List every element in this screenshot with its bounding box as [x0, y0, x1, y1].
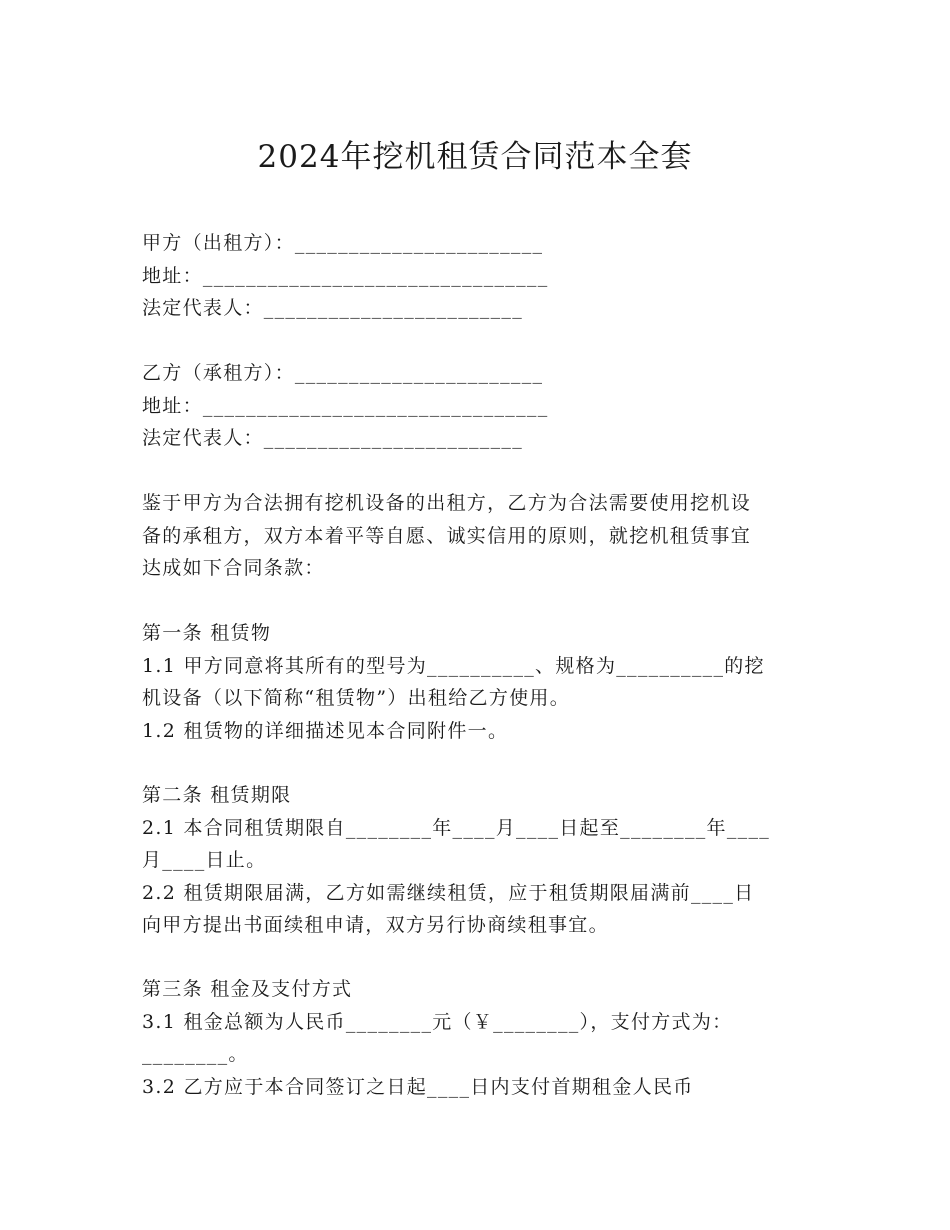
- party-a-block: [142, 227, 802, 325]
- article-2-line: 向甲方提出书面续租申请，双方另行协商续租事宜。: [142, 914, 609, 936]
- article-2: [142, 779, 802, 942]
- article-1-line: 1.2 租赁物的详细描述见本合同附件一。: [142, 719, 509, 742]
- document-title: 2024年挖机租赁合同范本全套: [257, 139, 693, 175]
- article-1: [142, 617, 802, 747]
- article-1-line: 1.1 甲方同意将其所有的型号为__________、规格为__________的挖: [142, 654, 765, 677]
- article-3-line: 3.1 租金总额为人民币________元（￥________），支付方式为：: [142, 1010, 733, 1033]
- article-2-heading: 第二条 租赁期限: [142, 784, 292, 806]
- article-2-line: 月____日止。: [142, 849, 267, 871]
- article-2-line: 2.1 本合同租赁期限自________年____月____日起至________年____: [142, 816, 771, 839]
- article-2-line: 2.2 租赁期限届满，乙方如需继续租赁，应于租赁期限届满前____日: [142, 881, 755, 904]
- article-1-line: 机设备（以下简称“租赁物”）出租给乙方使用。: [142, 687, 571, 709]
- preamble-paragraph: [142, 487, 802, 585]
- article-3-line: ________。: [142, 1043, 249, 1065]
- article-3: [142, 973, 802, 1103]
- preamble-line: 达成如下合同条款：: [142, 557, 325, 579]
- party-a-address: 地址：________________________________: [142, 264, 549, 287]
- party-b-block: [142, 357, 802, 455]
- party-b-representative: 法定代表人：________________________: [142, 427, 523, 449]
- party-b-address: 地址：________________________________: [142, 394, 549, 417]
- preamble-line: 鉴于甲方为合法拥有挖机设备的出租方，乙方为合法需要使用挖机设: [142, 492, 752, 514]
- article-3-heading: 第三条 租金及支付方式: [142, 978, 353, 1000]
- party-b-label: 乙方（承租方）：_______________________: [142, 362, 544, 384]
- article-3-line: 3.2 乙方应于本合同签订之日起____日内支付首期租金人民币: [142, 1075, 694, 1098]
- party-a-representative: 法定代表人：________________________: [142, 297, 523, 319]
- article-1-heading: 第一条 租赁物: [142, 622, 272, 644]
- party-a-label: 甲方（出租方）：_______________________: [142, 232, 544, 254]
- preamble-line: 备的承租方，双方本着平等自愿、诚实信用的原则，就挖机租赁事宜: [142, 524, 752, 547]
